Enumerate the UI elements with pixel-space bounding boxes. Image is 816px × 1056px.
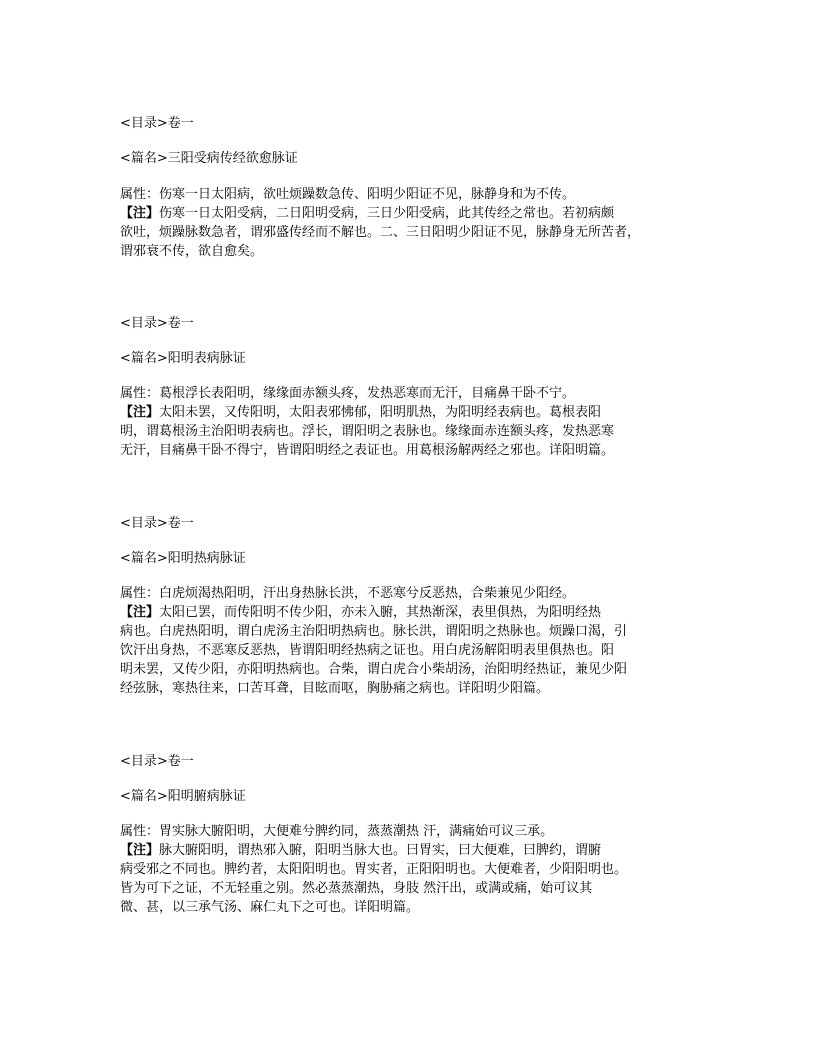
- note-line: 皆为可下之证，不无轻重之别。然必蒸蒸潮热，身肢 然汗出，或满或痛，始可议其: [120, 881, 593, 896]
- note-line: 饮汗出身热，不恶寒反恶热，皆谓阳明经热病之证也。用白虎汤解阳明表里俱热也。阳: [120, 643, 615, 658]
- section-title: <篇名>阳明表病脉证: [120, 351, 246, 366]
- note-paragraph: [120, 603, 680, 698]
- toc-line: <目录>卷一: [120, 754, 194, 769]
- toc-line: <目录>卷一: [120, 116, 194, 131]
- note-line: 【注】伤寒一日太阳受病，二日阳明受病，三日少阳受病，此其传经之常也。若初病颇: [120, 206, 615, 221]
- attribute-line: 属性：胃实脉大腑阳明，大便难兮脾约同，蒸蒸潮热 汗，满痛始可议三承。: [120, 824, 554, 839]
- note-label: 【注】: [120, 843, 160, 858]
- attribute-line: 属性：白虎烦渴热阳明，汗出身热脉长洪，不恶寒兮反恶热，合柴兼见少阳经。: [120, 586, 576, 601]
- note-line: 明未罢，又传少阳，亦阳明热病也。合柴，谓白虎合小柴胡汤，治阳明经热证，兼见少阳: [120, 662, 628, 677]
- note-line: 经弦脉，寒热往来，口苦耳聋，目眩而呕，胸胁痛之病也。详阳明少阳篇。: [120, 681, 550, 696]
- note-line: 【注】脉大腑阳明，谓热邪入腑，阳明当脉大也。曰胃实，曰大便难，曰脾约，谓腑: [120, 843, 602, 858]
- note-label: 【注】: [120, 206, 160, 221]
- section-title: <篇名>三阳受病传经欲愈脉证: [120, 151, 298, 166]
- note-line: 谓邪衰不传，欲自愈矣。: [120, 244, 264, 259]
- toc-line: <目录>卷一: [120, 516, 194, 531]
- note-line: 明，谓葛根汤主治阳明表病也。浮长，谓阳明之表脉也。缘缘面赤连额头疼，发热恶寒: [120, 424, 615, 439]
- note-label: 【注】: [120, 405, 160, 420]
- note-paragraph: [120, 204, 680, 261]
- note-paragraph: [120, 403, 680, 460]
- section-title: <篇名>阳明热病脉证: [120, 551, 246, 566]
- attribute-line: 属性：葛根浮长表阳明，缘缘面赤额头疼，发热恶寒而无汗，目痛鼻干卧不宁。: [120, 386, 576, 401]
- note-line: 微、甚，以三承气汤、麻仁丸下之可也。详阳明篇。: [120, 900, 420, 915]
- section-title: <篇名>阳明腑病脉证: [120, 789, 246, 804]
- note-paragraph: [120, 841, 680, 917]
- note-line: 【注】太阳已罢，而传阳明不传少阳，亦未入腑，其热渐深，表里俱热，为阳明经热: [120, 605, 602, 620]
- attribute-line: 属性：伤寒一日太阳病，欲吐烦躁数急传、阳明少阳证不见，脉静身和为不传。: [120, 187, 576, 202]
- note-line: 病受邪之不同也。脾约者，太阳阳明也。胃实者，正阳阳明也。大便难者，少阳阳明也。: [120, 862, 628, 877]
- note-line: 【注】太阳未罢，又传阳明，太阳表邪怫郁，阳明肌热，为阳明经表病也。葛根表阳: [120, 405, 602, 420]
- note-label: 【注】: [120, 605, 160, 620]
- note-line: 无汗，目痛鼻干卧不得宁，皆谓阳明经之表证也。用葛根汤解两经之邪也。详阳明篇。: [120, 443, 615, 458]
- note-line: 病也。白虎热阳明，谓白虎汤主治阳明热病也。脉长洪，谓阳明之热脉也。烦躁口渴，引: [120, 624, 628, 639]
- note-line: 欲吐，烦躁脉数急者，谓邪盛传经而不解也。二、三日阳明少阳证不见，脉静身无所苦者，: [120, 225, 641, 240]
- toc-line: <目录>卷一: [120, 316, 194, 331]
